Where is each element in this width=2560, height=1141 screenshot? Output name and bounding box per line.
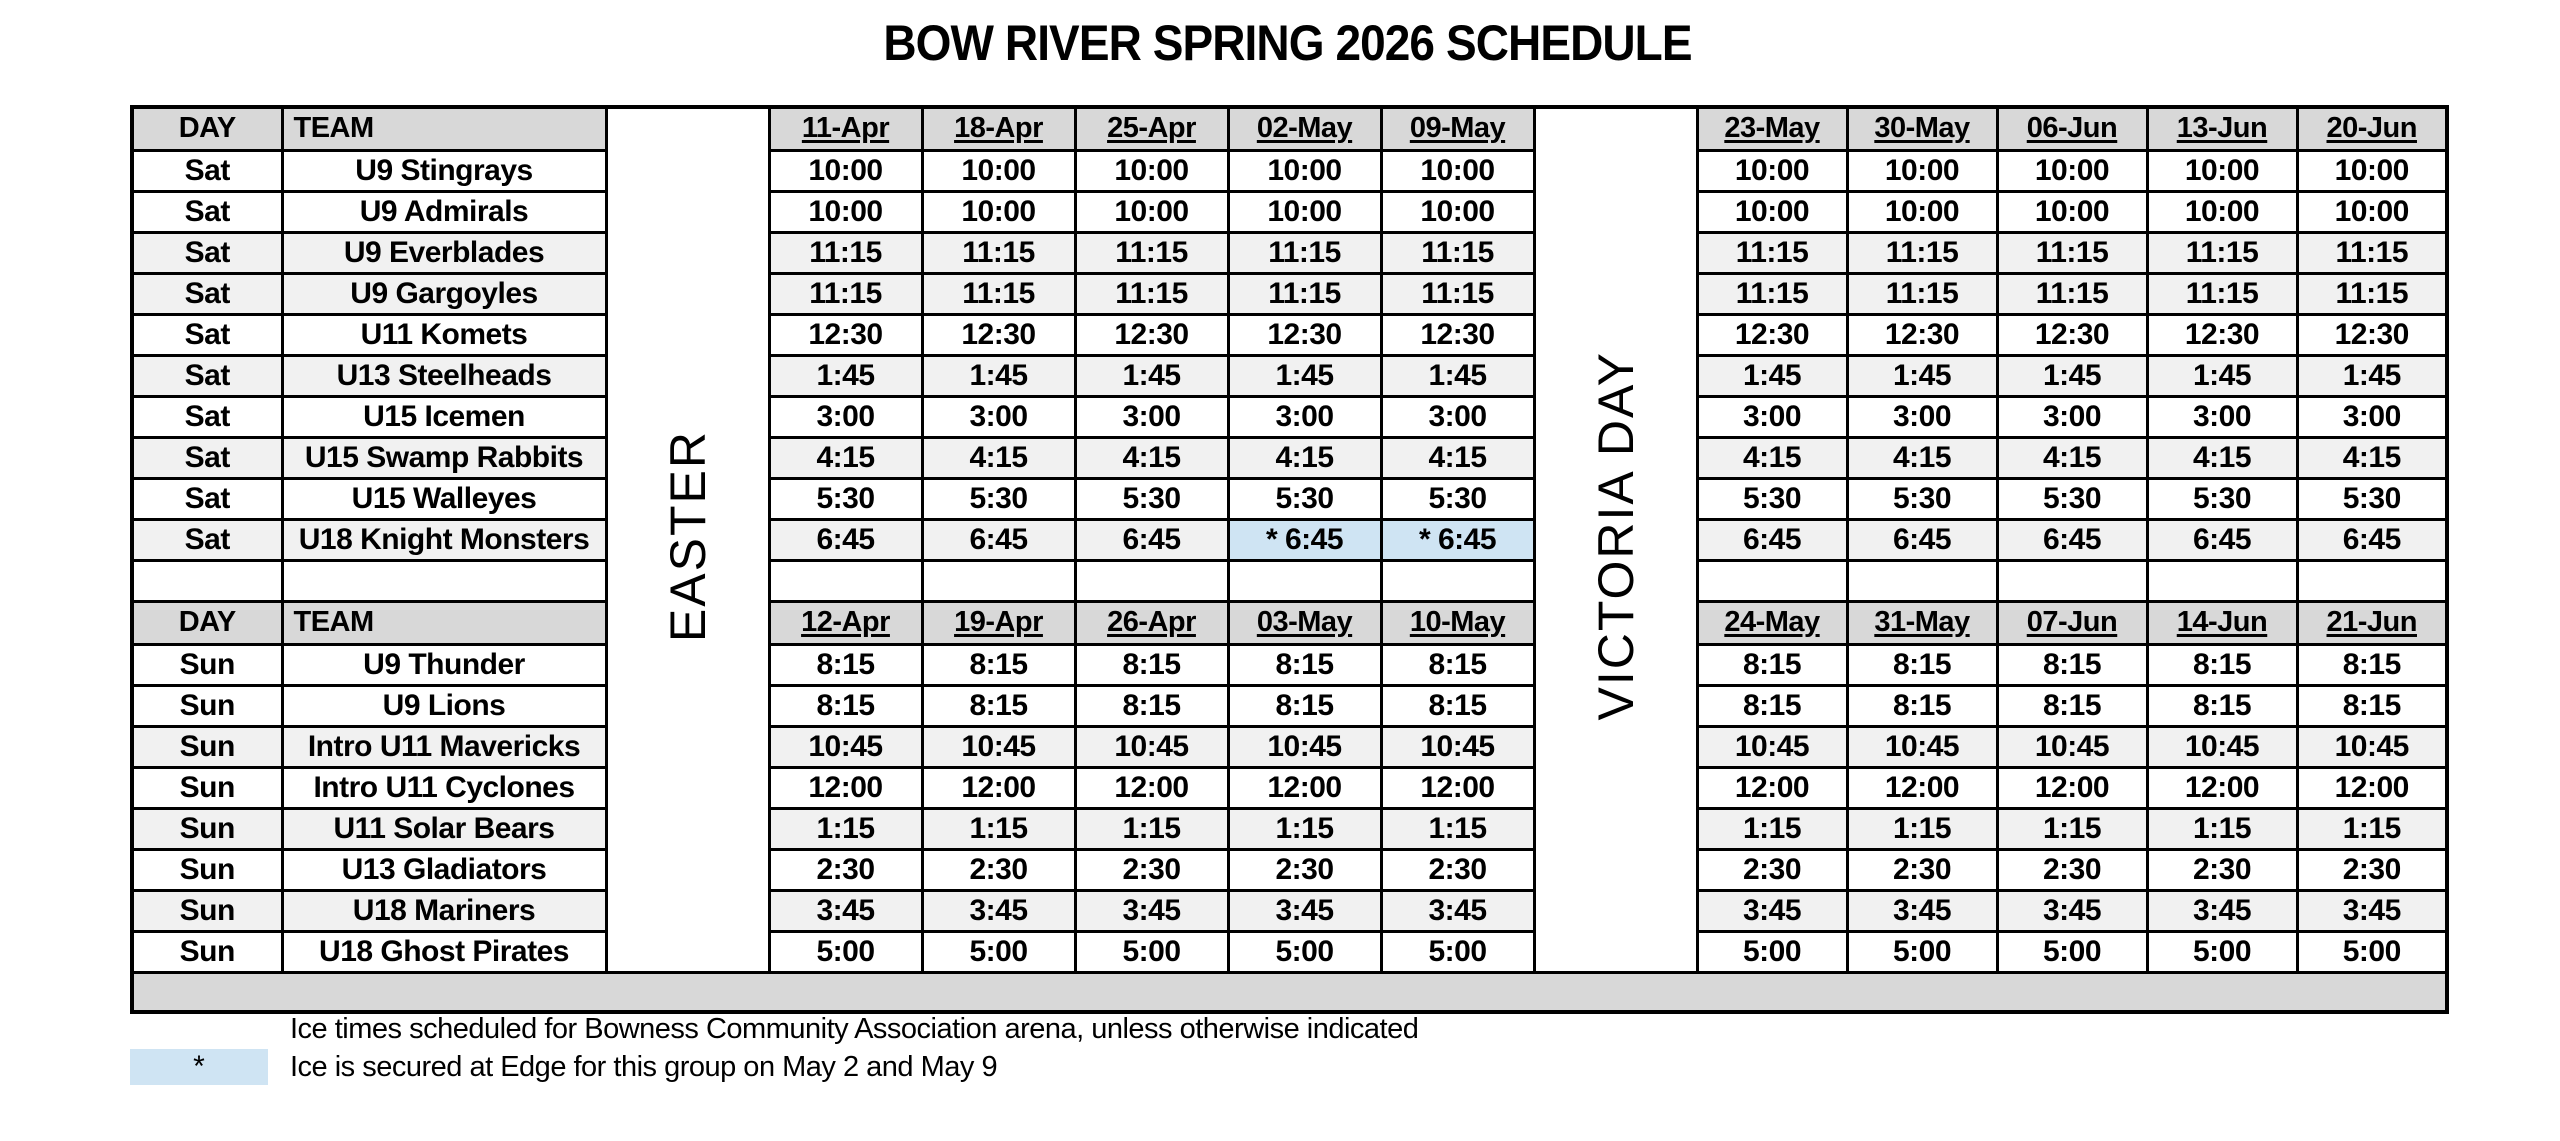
schedule-row (132, 767, 2447, 808)
time-cell: 10:45 (922, 726, 1075, 767)
time-cell: 1:15 (769, 808, 922, 849)
time-cell: 10:00 (1997, 150, 2147, 191)
footnote-row (130, 1048, 1418, 1086)
day-cell: Sat (132, 478, 282, 519)
time-cell: 1:45 (2147, 355, 2297, 396)
easter-holiday-column (606, 107, 769, 972)
time-cell: 11:15 (1997, 273, 2147, 314)
footnote-row (130, 1010, 1418, 1048)
schedule-row (132, 273, 2447, 314)
time-cell: 12:00 (1997, 767, 2147, 808)
time-cell: 2:30 (1997, 849, 2147, 890)
time-cell: 1:45 (1697, 355, 1847, 396)
time-cell: 10:00 (1697, 150, 1847, 191)
time-cell: 10:00 (2147, 191, 2297, 232)
team-cell: U15 Walleyes (282, 478, 606, 519)
time-cell: 10:00 (1381, 150, 1534, 191)
time-cell: 2:30 (1697, 849, 1847, 890)
team-cell: Intro U11 Cyclones (282, 767, 606, 808)
time-cell: 4:15 (2297, 437, 2447, 478)
time-cell: 5:30 (2297, 478, 2447, 519)
date-header: 11-Apr (769, 107, 922, 150)
date-header: 23-May (1697, 107, 1847, 150)
time-cell: 4:15 (922, 437, 1075, 478)
time-cell: 5:00 (1697, 931, 1847, 972)
time-cell: 11:15 (1997, 232, 2147, 273)
time-cell: 11:15 (922, 232, 1075, 273)
team-cell: U9 Thunder (282, 644, 606, 685)
time-cell: 12:00 (2147, 767, 2297, 808)
victoria-day-holiday-column-label: VICTORIA DAY (1587, 351, 1644, 721)
day-cell: Sun (132, 890, 282, 931)
time-cell: 10:45 (769, 726, 922, 767)
time-cell: 5:00 (922, 931, 1075, 972)
time-cell: 4:15 (1697, 437, 1847, 478)
time-cell: 1:15 (2147, 808, 2297, 849)
empty-cell (1075, 560, 1228, 601)
time-cell: 3:00 (1997, 396, 2147, 437)
time-cell: 11:15 (1075, 273, 1228, 314)
time-cell: 10:00 (769, 191, 922, 232)
day-cell: Sun (132, 849, 282, 890)
team-cell: Intro U11 Mavericks (282, 726, 606, 767)
day-cell: Sun (132, 726, 282, 767)
time-cell: 12:00 (769, 767, 922, 808)
time-cell: 3:45 (922, 890, 1075, 931)
date-header: 12-Apr (769, 601, 922, 644)
schedule-row (132, 519, 2447, 560)
time-cell: 10:45 (1997, 726, 2147, 767)
time-cell: 3:45 (1697, 890, 1847, 931)
empty-cell (1997, 560, 2147, 601)
time-cell: 8:15 (2147, 685, 2297, 726)
time-cell: 8:15 (1697, 685, 1847, 726)
time-cell: 3:00 (1381, 396, 1534, 437)
team-cell: U18 Ghost Pirates (282, 931, 606, 972)
time-cell: 3:45 (1228, 890, 1381, 931)
time-cell: 5:00 (1847, 931, 1997, 972)
time-cell: 12:00 (1228, 767, 1381, 808)
date-header: 06-Jun (1997, 107, 2147, 150)
saturday-header-row (132, 107, 2447, 150)
time-cell: 3:00 (1075, 396, 1228, 437)
schedule-table (130, 105, 2449, 1014)
time-cell: 2:30 (2147, 849, 2297, 890)
time-cell: 8:15 (1997, 685, 2147, 726)
date-header: 25-Apr (1075, 107, 1228, 150)
time-cell: 10:45 (2297, 726, 2447, 767)
date-header: 24-May (1697, 601, 1847, 644)
footnote-marker-empty (130, 1011, 268, 1047)
time-cell: 10:00 (1847, 150, 1997, 191)
time-cell: 10:00 (922, 191, 1075, 232)
schedule-row (132, 644, 2447, 685)
time-cell: 12:00 (922, 767, 1075, 808)
time-cell: 5:00 (769, 931, 922, 972)
bottom-band-row (132, 972, 2447, 1012)
time-cell: 1:45 (922, 355, 1075, 396)
time-cell: 8:15 (1997, 644, 2147, 685)
time-cell: 11:15 (2297, 232, 2447, 273)
empty-cell (2297, 560, 2447, 601)
time-cell: 10:45 (2147, 726, 2297, 767)
time-cell: 1:45 (1228, 355, 1381, 396)
time-cell: 10:45 (1228, 726, 1381, 767)
team-cell: U15 Swamp Rabbits (282, 437, 606, 478)
time-cell: 8:15 (769, 644, 922, 685)
time-cell: 8:15 (2147, 644, 2297, 685)
time-cell: 5:00 (2147, 931, 2297, 972)
time-cell: 3:45 (769, 890, 922, 931)
time-cell: 1:45 (769, 355, 922, 396)
date-header: 09-May (1381, 107, 1534, 150)
time-cell: 5:30 (2147, 478, 2297, 519)
time-cell: 5:30 (1075, 478, 1228, 519)
time-cell: 1:45 (1381, 355, 1534, 396)
time-cell: 3:45 (2147, 890, 2297, 931)
time-cell: 10:00 (1228, 150, 1381, 191)
time-cell: 5:00 (1997, 931, 2147, 972)
team-cell: U18 Mariners (282, 890, 606, 931)
time-cell: 4:15 (1381, 437, 1534, 478)
day-cell: Sat (132, 396, 282, 437)
schedule-row (132, 478, 2447, 519)
time-cell: 5:00 (1075, 931, 1228, 972)
time-cell: 5:30 (769, 478, 922, 519)
time-cell: 8:15 (1697, 644, 1847, 685)
time-cell: 12:30 (1847, 314, 1997, 355)
time-cell: 10:00 (1075, 191, 1228, 232)
time-cell: 2:30 (1075, 849, 1228, 890)
time-cell: 10:00 (1847, 191, 1997, 232)
time-cell: 1:15 (1697, 808, 1847, 849)
time-cell: 12:00 (2297, 767, 2447, 808)
schedule-row (132, 890, 2447, 931)
time-cell: 8:15 (769, 685, 922, 726)
time-cell: 11:15 (1381, 232, 1534, 273)
time-cell: 11:15 (769, 273, 922, 314)
time-cell: 6:45 (1075, 519, 1228, 560)
time-cell: 10:45 (1847, 726, 1997, 767)
team-cell: U9 Everblades (282, 232, 606, 273)
footnotes (130, 1010, 1418, 1086)
time-cell: 1:45 (2297, 355, 2447, 396)
time-cell: 10:45 (1697, 726, 1847, 767)
time-cell: 3:00 (769, 396, 922, 437)
time-cell: 11:15 (1228, 273, 1381, 314)
time-cell: 12:30 (769, 314, 922, 355)
schedule-row (132, 931, 2447, 972)
time-cell: 11:15 (2147, 273, 2297, 314)
time-cell: 8:15 (1847, 685, 1997, 726)
time-cell: 5:00 (2297, 931, 2447, 972)
day-cell: Sat (132, 273, 282, 314)
schedule-row (132, 685, 2447, 726)
time-cell: 4:15 (1228, 437, 1381, 478)
schedule-row (132, 396, 2447, 437)
team-column-header: TEAM (282, 601, 606, 644)
schedule-row (132, 314, 2447, 355)
time-cell: 10:00 (922, 150, 1075, 191)
time-cell: 1:15 (1847, 808, 1997, 849)
time-cell: 3:45 (1075, 890, 1228, 931)
time-cell: 3:45 (1847, 890, 1997, 931)
day-cell: Sat (132, 519, 282, 560)
time-cell: 5:00 (1381, 931, 1534, 972)
time-cell: 2:30 (922, 849, 1075, 890)
time-cell: 11:15 (1228, 232, 1381, 273)
time-cell: 1:45 (1997, 355, 2147, 396)
team-cell: U9 Lions (282, 685, 606, 726)
empty-cell (1697, 560, 1847, 601)
time-cell: 6:45 (2297, 519, 2447, 560)
day-column-header: DAY (132, 107, 282, 150)
time-cell: 10:45 (1075, 726, 1228, 767)
date-header: 14-Jun (2147, 601, 2297, 644)
time-cell: 5:30 (1381, 478, 1534, 519)
time-cell: 12:30 (1997, 314, 2147, 355)
team-column-header: TEAM (282, 107, 606, 150)
time-cell: 8:15 (922, 644, 1075, 685)
empty-cell (282, 560, 606, 601)
time-cell: 12:00 (1697, 767, 1847, 808)
date-header: 31-May (1847, 601, 1997, 644)
time-cell: 2:30 (1381, 849, 1534, 890)
time-cell: 8:15 (1847, 644, 1997, 685)
page-title: BOW RIVER SPRING 2026 SCHEDULE (883, 15, 1692, 71)
time-cell: 8:15 (1228, 685, 1381, 726)
time-cell: 5:30 (1228, 478, 1381, 519)
time-cell: 10:00 (2147, 150, 2297, 191)
time-cell: 10:00 (769, 150, 922, 191)
time-cell: 11:15 (1697, 232, 1847, 273)
schedule-row (132, 726, 2447, 767)
time-cell: 6:45 (1697, 519, 1847, 560)
time-cell: 11:15 (1847, 232, 1997, 273)
empty-cell (769, 560, 922, 601)
time-cell: 11:15 (922, 273, 1075, 314)
time-cell: 1:45 (1847, 355, 1997, 396)
schedule-row (132, 232, 2447, 273)
time-cell: 8:15 (1381, 685, 1534, 726)
time-cell: 12:30 (1075, 314, 1228, 355)
time-cell: 10:00 (1997, 191, 2147, 232)
time-cell: 8:15 (1228, 644, 1381, 685)
time-cell: 8:15 (2297, 685, 2447, 726)
day-column-header: DAY (132, 601, 282, 644)
date-header: 10-May (1381, 601, 1534, 644)
time-cell: 3:00 (1847, 396, 1997, 437)
time-cell: 4:15 (1075, 437, 1228, 478)
time-cell: 3:45 (1997, 890, 2147, 931)
time-cell: 11:15 (2147, 232, 2297, 273)
time-cell: 6:45 (1847, 519, 1997, 560)
time-cell: 2:30 (1847, 849, 1997, 890)
day-cell: Sat (132, 191, 282, 232)
team-cell: U13 Gladiators (282, 849, 606, 890)
day-cell: Sat (132, 314, 282, 355)
day-cell: Sun (132, 767, 282, 808)
day-cell: Sat (132, 232, 282, 273)
time-cell: 11:15 (769, 232, 922, 273)
time-cell: 11:15 (1847, 273, 1997, 314)
empty-cell (1847, 560, 1997, 601)
bottom-band-cell (132, 972, 2447, 1012)
time-cell: 12:00 (1847, 767, 1997, 808)
time-cell: 6:45 (1997, 519, 2147, 560)
time-cell: 3:45 (2297, 890, 2447, 931)
time-cell: 5:30 (1697, 478, 1847, 519)
time-cell: 11:15 (1697, 273, 1847, 314)
time-cell: 10:00 (1228, 191, 1381, 232)
footnote-text: Ice is secured at Edge for this group on May 2 and May 9 (290, 1050, 998, 1083)
day-cell: Sun (132, 808, 282, 849)
time-cell: 2:30 (769, 849, 922, 890)
empty-cell (922, 560, 1075, 601)
time-cell: 3:45 (1381, 890, 1534, 931)
spacer-row (132, 560, 2447, 601)
time-cell: 12:30 (1697, 314, 1847, 355)
time-cell: 3:00 (1697, 396, 1847, 437)
time-cell: 3:00 (922, 396, 1075, 437)
schedule-row (132, 437, 2447, 478)
date-header: 18-Apr (922, 107, 1075, 150)
date-header: 30-May (1847, 107, 1997, 150)
time-cell: 4:15 (769, 437, 922, 478)
schedule-row (132, 191, 2447, 232)
time-cell: 12:30 (1228, 314, 1381, 355)
time-cell: 1:15 (1381, 808, 1534, 849)
empty-cell (2147, 560, 2297, 601)
date-header: 21-Jun (2297, 601, 2447, 644)
time-cell: 10:00 (2297, 191, 2447, 232)
time-cell: 8:15 (1075, 644, 1228, 685)
time-cell: 8:15 (1381, 644, 1534, 685)
time-cell: 6:45 (2147, 519, 2297, 560)
time-cell: 12:00 (1381, 767, 1534, 808)
footnote-marker-asterisk: * (130, 1049, 268, 1085)
time-cell: 8:15 (1075, 685, 1228, 726)
date-header: 19-Apr (922, 601, 1075, 644)
time-cell: 12:30 (2147, 314, 2297, 355)
time-cell: 1:15 (1228, 808, 1381, 849)
victoria-day-holiday-column (1534, 107, 1697, 972)
time-cell: 5:30 (922, 478, 1075, 519)
time-cell: 5:30 (1997, 478, 2147, 519)
time-cell: 10:00 (2297, 150, 2447, 191)
schedule-row (132, 355, 2447, 396)
day-cell: Sat (132, 437, 282, 478)
day-cell: Sat (132, 150, 282, 191)
time-cell: 1:15 (1075, 808, 1228, 849)
time-cell-edge-highlight: * 6:45 (1228, 519, 1381, 560)
time-cell: 10:00 (1075, 150, 1228, 191)
team-cell: U15 Icemen (282, 396, 606, 437)
date-header: 13-Jun (2147, 107, 2297, 150)
time-cell: 4:15 (1997, 437, 2147, 478)
team-cell: U11 Komets (282, 314, 606, 355)
team-cell: U9 Gargoyles (282, 273, 606, 314)
time-cell: 11:15 (2297, 273, 2447, 314)
time-cell: 12:00 (1075, 767, 1228, 808)
time-cell: 12:30 (1381, 314, 1534, 355)
time-cell: 8:15 (922, 685, 1075, 726)
time-cell: 4:15 (2147, 437, 2297, 478)
time-cell: 1:15 (922, 808, 1075, 849)
date-header: 26-Apr (1075, 601, 1228, 644)
easter-holiday-column-label: EASTER (659, 429, 716, 642)
date-header: 02-May (1228, 107, 1381, 150)
time-cell: 4:15 (1847, 437, 1997, 478)
time-cell: 1:15 (1997, 808, 2147, 849)
time-cell: 6:45 (769, 519, 922, 560)
date-header: 20-Jun (2297, 107, 2447, 150)
time-cell: 10:00 (1697, 191, 1847, 232)
team-cell: U9 Stingrays (282, 150, 606, 191)
time-cell: 10:00 (1381, 191, 1534, 232)
time-cell-edge-highlight: * 6:45 (1381, 519, 1534, 560)
time-cell: 3:00 (2147, 396, 2297, 437)
team-cell: U9 Admirals (282, 191, 606, 232)
time-cell: 5:00 (1228, 931, 1381, 972)
team-cell: U13 Steelheads (282, 355, 606, 396)
time-cell: 3:00 (2297, 396, 2447, 437)
sunday-header-row (132, 601, 2447, 644)
schedule-row (132, 808, 2447, 849)
time-cell: 1:15 (2297, 808, 2447, 849)
time-cell: 11:15 (1381, 273, 1534, 314)
date-header: 03-May (1228, 601, 1381, 644)
empty-cell (1381, 560, 1534, 601)
time-cell: 5:30 (1847, 478, 1997, 519)
team-cell: U11 Solar Bears (282, 808, 606, 849)
empty-cell (1228, 560, 1381, 601)
time-cell: 11:15 (1075, 232, 1228, 273)
time-cell: 12:30 (2297, 314, 2447, 355)
date-header: 07-Jun (1997, 601, 2147, 644)
day-cell: Sat (132, 355, 282, 396)
schedule-row (132, 150, 2447, 191)
schedule-row (132, 849, 2447, 890)
time-cell: 3:00 (1228, 396, 1381, 437)
footnote-text: Ice times scheduled for Bowness Community Association arena, unless otherwise indicated (290, 1012, 1419, 1045)
day-cell: Sun (132, 644, 282, 685)
day-cell: Sun (132, 685, 282, 726)
team-cell: U18 Knight Monsters (282, 519, 606, 560)
day-cell: Sun (132, 931, 282, 972)
time-cell: 10:45 (1381, 726, 1534, 767)
time-cell: 8:15 (2297, 644, 2447, 685)
time-cell: 2:30 (2297, 849, 2447, 890)
empty-cell (132, 560, 282, 601)
time-cell: 6:45 (922, 519, 1075, 560)
time-cell: 1:45 (1075, 355, 1228, 396)
time-cell: 2:30 (1228, 849, 1381, 890)
time-cell: 12:30 (922, 314, 1075, 355)
